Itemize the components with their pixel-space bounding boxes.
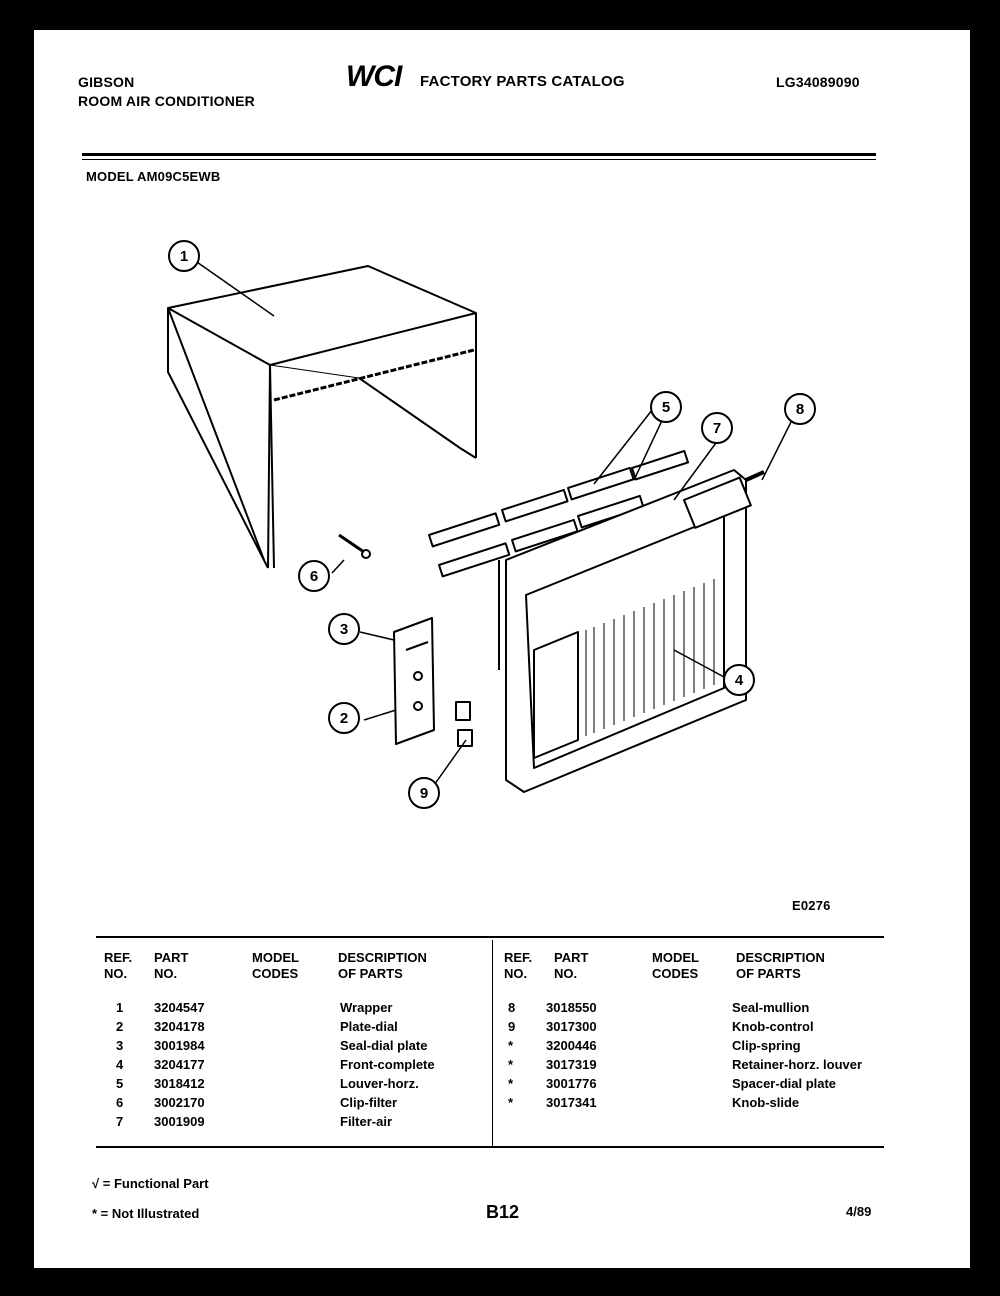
left-header-part: PART NO. xyxy=(154,950,189,981)
callout-6: 6 xyxy=(309,568,319,585)
knob-part xyxy=(456,702,472,746)
table-row: 4 3204177 Front-complete xyxy=(116,1057,435,1072)
wrapper-part xyxy=(168,266,476,568)
table-row: * 3017319 Retainer-horz. louver xyxy=(508,1057,863,1072)
right-header-part: PART NO. xyxy=(554,950,589,981)
header-rule-thick xyxy=(82,153,876,156)
table-row: 7 3001909 Filter-air xyxy=(116,1114,393,1129)
callout-7: 7 xyxy=(712,420,722,437)
legend-not-illustrated: * = Not Illustrated xyxy=(92,1206,200,1221)
dial-plate-part xyxy=(394,618,434,744)
table-row: * 3200446 Clip-spring xyxy=(508,1038,801,1053)
table-row: 5 3018412 Louver-horz. xyxy=(116,1076,419,1091)
callout-3: 3 xyxy=(339,621,349,638)
product-name: ROOM AIR CONDITIONER xyxy=(78,93,255,109)
front-grille-part xyxy=(499,470,764,792)
catalog-date: 4/89 xyxy=(846,1204,872,1219)
catalog-title: FACTORY PARTS CATALOG xyxy=(420,73,625,90)
table-row: 2 3204178 Plate-dial xyxy=(116,1019,398,1034)
catalog-page xyxy=(34,30,970,1268)
table-bottom-rule xyxy=(96,1146,884,1148)
model-line: MODEL AM09C5EWB xyxy=(86,169,221,184)
callout-2: 2 xyxy=(339,710,349,727)
legend-functional: √ = Functional Part xyxy=(92,1176,209,1191)
callout-5: 5 xyxy=(661,399,671,416)
header-rule-thin xyxy=(82,159,876,160)
left-header-desc: DESCRIPTION OF PARTS xyxy=(338,950,427,981)
catalog-number: LG34089090 xyxy=(776,74,860,90)
left-header-model: MODEL CODES xyxy=(252,950,299,981)
figure-code: E0276 xyxy=(792,898,831,913)
page-code: B12 xyxy=(486,1202,520,1222)
table-row: * 3017341 Knob-slide xyxy=(508,1095,800,1110)
parts-table-right xyxy=(508,1000,862,1114)
table-divider xyxy=(492,940,493,1148)
filter-clip-part xyxy=(339,535,370,558)
left-header-ref: REF. NO. xyxy=(104,950,133,981)
right-header-model: MODEL CODES xyxy=(652,950,699,981)
table-row: 8 3018550 Seal-mullion xyxy=(508,1000,810,1015)
wci-logo: WCI xyxy=(346,60,402,93)
table-top-rule xyxy=(96,936,884,938)
callout-1: 1 xyxy=(179,248,189,265)
right-header-ref: REF. NO. xyxy=(504,950,533,981)
parts-table-left xyxy=(116,1000,435,1133)
table-row: 6 3002170 Clip-filter xyxy=(116,1095,398,1110)
table-row: * 3001776 Spacer-dial plate xyxy=(508,1076,837,1091)
callout-9: 9 xyxy=(419,785,429,802)
table-row: 9 3017300 Knob-control xyxy=(508,1019,814,1034)
table-row: 1 3204547 Wrapper xyxy=(116,1000,393,1015)
table-row: 3 3001984 Seal-dial plate xyxy=(116,1038,428,1053)
brand-name: GIBSON xyxy=(78,74,135,90)
callout-8: 8 xyxy=(795,401,805,418)
right-header-desc: DESCRIPTION OF PARTS xyxy=(736,950,825,981)
exploded-parts-diagram xyxy=(34,180,970,820)
callout-4: 4 xyxy=(734,672,744,689)
